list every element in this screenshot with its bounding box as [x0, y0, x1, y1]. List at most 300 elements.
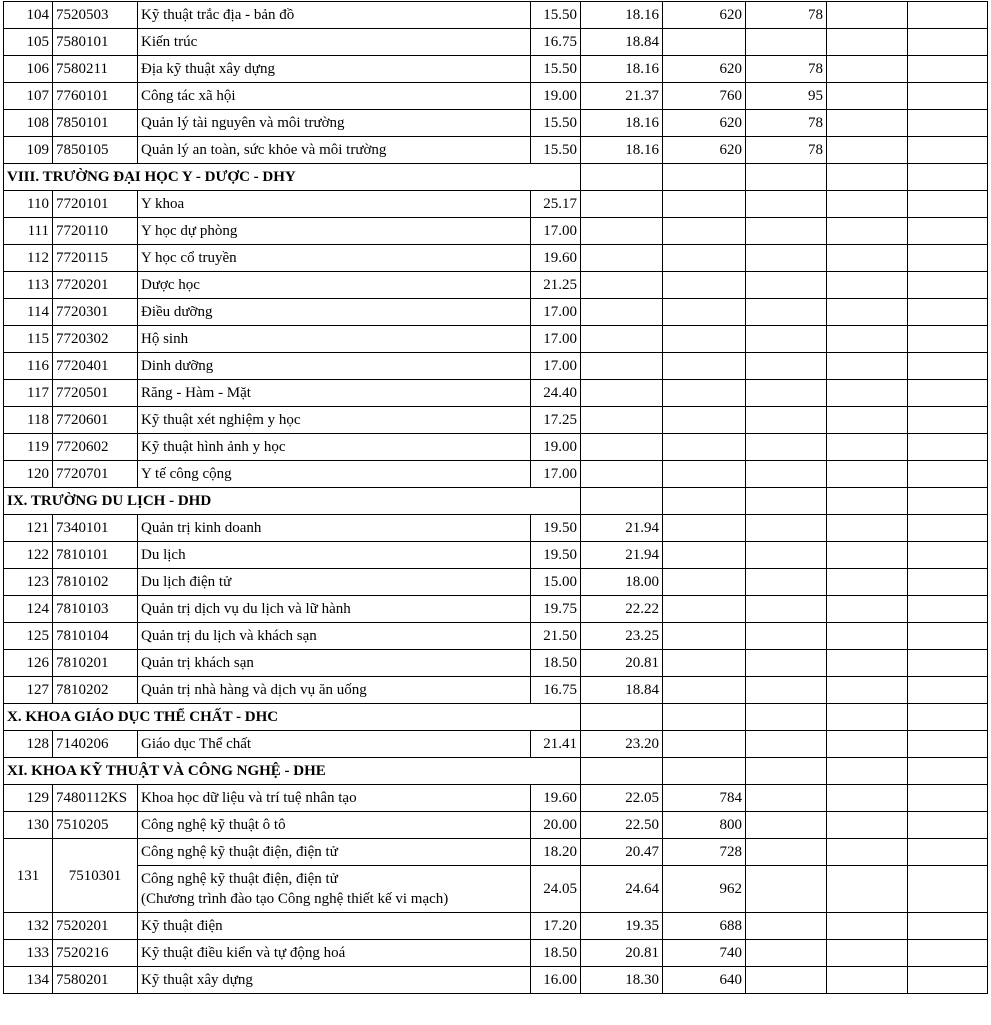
score-cell: 15.50	[531, 56, 581, 83]
empty-cell	[663, 380, 746, 407]
empty-cell	[827, 191, 908, 218]
stt-cell: 131	[4, 839, 53, 913]
score-cell: 740	[663, 940, 746, 967]
code-cell: 7720115	[53, 245, 138, 272]
empty-cell	[827, 542, 908, 569]
empty-cell	[746, 164, 827, 191]
major-name-cell: Kỹ thuật trắc địa - bản đồ	[138, 2, 531, 29]
stt-cell: 115	[4, 326, 53, 353]
table-row	[4, 913, 988, 940]
empty-cell	[746, 542, 827, 569]
empty-cell	[908, 940, 988, 967]
table-row	[4, 623, 988, 650]
score-cell: 22.22	[581, 596, 663, 623]
empty-cell	[581, 704, 663, 731]
score-cell: 19.00	[531, 434, 581, 461]
code-cell: 7810103	[53, 596, 138, 623]
score-cell: 21.37	[581, 83, 663, 110]
empty-cell	[746, 812, 827, 839]
major-name-cell: Y tế công cộng	[138, 461, 531, 488]
stt-cell: 130	[4, 812, 53, 839]
score-cell: 784	[663, 785, 746, 812]
empty-cell	[746, 515, 827, 542]
empty-cell	[908, 785, 988, 812]
major-name-cell: Răng - Hàm - Mặt	[138, 380, 531, 407]
empty-cell	[746, 299, 827, 326]
empty-cell	[827, 650, 908, 677]
empty-cell	[746, 677, 827, 704]
score-cell: 17.20	[531, 913, 581, 940]
score-cell: 18.16	[581, 137, 663, 164]
empty-cell	[746, 785, 827, 812]
empty-cell	[663, 488, 746, 515]
score-cell: 19.60	[531, 785, 581, 812]
empty-cell	[746, 218, 827, 245]
score-cell: 17.25	[531, 407, 581, 434]
empty-cell	[746, 407, 827, 434]
table-row	[4, 29, 988, 56]
score-cell: 800	[663, 812, 746, 839]
empty-cell	[663, 623, 746, 650]
empty-cell	[663, 461, 746, 488]
empty-cell	[827, 731, 908, 758]
empty-cell	[827, 29, 908, 56]
empty-cell	[746, 650, 827, 677]
empty-cell	[663, 434, 746, 461]
major-name-cell: Dược học	[138, 272, 531, 299]
major-program-note: (Chương trình đào tạo Công nghệ thiết kế vi mạch)	[141, 891, 449, 907]
code-cell: 7810102	[53, 569, 138, 596]
table-row	[4, 940, 988, 967]
score-cell	[746, 29, 827, 56]
table-row	[4, 272, 988, 299]
code-cell: 7520216	[53, 940, 138, 967]
score-cell: 17.00	[531, 353, 581, 380]
major-name-cell: Quản lý an toàn, sức khỏe và môi trường	[138, 137, 531, 164]
stt-cell: 107	[4, 83, 53, 110]
empty-cell	[663, 299, 746, 326]
empty-cell	[581, 434, 663, 461]
empty-cell	[908, 191, 988, 218]
table-row	[4, 245, 988, 272]
empty-cell	[827, 353, 908, 380]
empty-cell	[581, 758, 663, 785]
section-header-row	[4, 164, 988, 191]
code-cell: 7810202	[53, 677, 138, 704]
major-name-cell: Kỹ thuật điện	[138, 913, 531, 940]
score-cell: 18.30	[581, 967, 663, 994]
table-row	[4, 731, 988, 758]
empty-cell	[663, 650, 746, 677]
empty-cell	[827, 461, 908, 488]
empty-cell	[663, 569, 746, 596]
empty-cell	[908, 866, 988, 913]
empty-cell	[827, 812, 908, 839]
empty-cell	[581, 191, 663, 218]
empty-cell	[908, 731, 988, 758]
score-cell: 18.50	[531, 940, 581, 967]
score-cell: 620	[663, 110, 746, 137]
empty-cell	[827, 758, 908, 785]
empty-cell	[827, 785, 908, 812]
major-name-cell: Khoa học dữ liệu và trí tuệ nhân tạo	[138, 785, 531, 812]
empty-cell	[908, 83, 988, 110]
empty-cell	[581, 245, 663, 272]
empty-cell	[746, 967, 827, 994]
code-cell: 7810104	[53, 623, 138, 650]
major-name-cell: Kỹ thuật điều kiển và tự động hoá	[138, 940, 531, 967]
empty-cell	[663, 164, 746, 191]
stt-cell: 120	[4, 461, 53, 488]
table-row	[4, 461, 988, 488]
score-cell: 23.20	[581, 731, 663, 758]
major-name-cell: Công nghệ kỹ thuật điện, điện tử	[138, 839, 531, 866]
code-cell: 7580201	[53, 967, 138, 994]
table-row	[4, 596, 988, 623]
stt-cell: 109	[4, 137, 53, 164]
empty-cell	[827, 839, 908, 866]
empty-cell	[581, 272, 663, 299]
table-row	[4, 866, 988, 913]
empty-cell	[746, 839, 827, 866]
empty-cell	[581, 218, 663, 245]
table-row	[4, 812, 988, 839]
score-cell: 23.25	[581, 623, 663, 650]
score-cell: 620	[663, 2, 746, 29]
empty-cell	[827, 326, 908, 353]
table-row	[4, 299, 988, 326]
major-name-cell: Quản trị kinh doanh	[138, 515, 531, 542]
code-cell: 7720401	[53, 353, 138, 380]
empty-cell	[908, 839, 988, 866]
empty-cell	[746, 940, 827, 967]
score-cell: 962	[663, 866, 746, 913]
code-cell: 7720701	[53, 461, 138, 488]
empty-cell	[827, 272, 908, 299]
empty-cell	[827, 596, 908, 623]
empty-cell	[908, 569, 988, 596]
score-cell: 24.05	[531, 866, 581, 913]
table-row	[4, 56, 988, 83]
empty-cell	[827, 2, 908, 29]
stt-cell: 113	[4, 272, 53, 299]
empty-cell	[746, 913, 827, 940]
score-cell: 15.50	[531, 137, 581, 164]
empty-cell	[663, 407, 746, 434]
empty-cell	[827, 967, 908, 994]
empty-cell	[827, 380, 908, 407]
score-cell: 19.50	[531, 515, 581, 542]
empty-cell	[663, 731, 746, 758]
table-row	[4, 515, 988, 542]
empty-cell	[908, 164, 988, 191]
table-row	[4, 326, 988, 353]
table-row	[4, 839, 988, 866]
stt-cell: 124	[4, 596, 53, 623]
empty-cell	[827, 434, 908, 461]
major-name-cell: Quản trị nhà hàng và dịch vụ ăn uống	[138, 677, 531, 704]
table-row	[4, 434, 988, 461]
score-cell: 17.00	[531, 326, 581, 353]
empty-cell	[827, 623, 908, 650]
code-cell: 7720602	[53, 434, 138, 461]
section-title-ix: IX. TRƯỜNG DU LỊCH - DHD	[4, 488, 581, 515]
empty-cell	[827, 56, 908, 83]
empty-cell	[908, 272, 988, 299]
code-cell: 7510205	[53, 812, 138, 839]
empty-cell	[581, 407, 663, 434]
code-cell: 7140206	[53, 731, 138, 758]
table-row	[4, 137, 988, 164]
score-cell: 15.00	[531, 569, 581, 596]
score-cell: 18.16	[581, 56, 663, 83]
empty-cell	[663, 326, 746, 353]
empty-cell	[908, 353, 988, 380]
score-cell: 18.50	[531, 650, 581, 677]
empty-cell	[908, 488, 988, 515]
score-cell: 16.75	[531, 29, 581, 56]
score-cell: 78	[746, 2, 827, 29]
major-name-cell: Y học cổ truyền	[138, 245, 531, 272]
empty-cell	[581, 353, 663, 380]
code-cell: 7760101	[53, 83, 138, 110]
score-cell	[663, 29, 746, 56]
major-name-cell: Quản trị khách sạn	[138, 650, 531, 677]
empty-cell	[827, 137, 908, 164]
score-cell: 18.84	[581, 677, 663, 704]
major-name-cell: Du lịch	[138, 542, 531, 569]
score-cell: 20.81	[581, 940, 663, 967]
major-name-cell	[138, 866, 531, 913]
empty-cell	[827, 83, 908, 110]
score-cell: 688	[663, 913, 746, 940]
score-cell: 620	[663, 56, 746, 83]
empty-cell	[908, 218, 988, 245]
empty-cell	[581, 164, 663, 191]
section-title-viii: VIII. TRƯỜNG ĐẠI HỌC Y - DƯỢC - DHY	[4, 164, 581, 191]
empty-cell	[827, 407, 908, 434]
code-cell: 7520503	[53, 2, 138, 29]
score-cell: 21.94	[581, 542, 663, 569]
empty-cell	[827, 866, 908, 913]
empty-cell	[908, 812, 988, 839]
table-row	[4, 218, 988, 245]
empty-cell	[827, 569, 908, 596]
score-cell: 21.50	[531, 623, 581, 650]
code-cell: 7850105	[53, 137, 138, 164]
table-row	[4, 967, 988, 994]
empty-cell	[827, 245, 908, 272]
empty-cell	[908, 137, 988, 164]
score-cell: 760	[663, 83, 746, 110]
score-cell: 21.94	[581, 515, 663, 542]
empty-cell	[746, 434, 827, 461]
code-cell: 7340101	[53, 515, 138, 542]
major-name-cell: Y học dự phòng	[138, 218, 531, 245]
major-name-cell: Kỹ thuật hình ảnh y học	[138, 434, 531, 461]
major-name-cell: Quản trị dịch vụ du lịch và lữ hành	[138, 596, 531, 623]
stt-cell: 127	[4, 677, 53, 704]
stt-cell: 126	[4, 650, 53, 677]
empty-cell	[746, 272, 827, 299]
section-header-row	[4, 488, 988, 515]
code-cell: 7720301	[53, 299, 138, 326]
code-cell: 7720302	[53, 326, 138, 353]
section-title-xi: XI. KHOA KỸ THUẬT VÀ CÔNG NGHỆ - DHE	[4, 758, 581, 785]
empty-cell	[827, 218, 908, 245]
major-name-cell: Kiến trúc	[138, 29, 531, 56]
major-name-cell: Giáo dục Thể chất	[138, 731, 531, 758]
empty-cell	[746, 245, 827, 272]
code-cell: 7580211	[53, 56, 138, 83]
empty-cell	[581, 488, 663, 515]
table-row	[4, 353, 988, 380]
stt-cell: 112	[4, 245, 53, 272]
section-header-row	[4, 704, 988, 731]
score-cell: 19.50	[531, 542, 581, 569]
code-cell: 7510301	[53, 839, 138, 913]
empty-cell	[663, 758, 746, 785]
empty-cell	[581, 326, 663, 353]
empty-cell	[908, 515, 988, 542]
empty-cell	[827, 164, 908, 191]
code-cell: 7720601	[53, 407, 138, 434]
code-cell: 7480112KS	[53, 785, 138, 812]
score-cell: 78	[746, 56, 827, 83]
score-cell: 16.00	[531, 967, 581, 994]
section-title-x: X. KHOA GIÁO DỤC THỂ CHẤT - DHC	[4, 704, 581, 731]
score-cell: 17.00	[531, 299, 581, 326]
stt-cell: 104	[4, 2, 53, 29]
table-row	[4, 380, 988, 407]
score-cell: 728	[663, 839, 746, 866]
empty-cell	[827, 677, 908, 704]
stt-cell: 116	[4, 353, 53, 380]
empty-cell	[908, 56, 988, 83]
code-cell: 7810101	[53, 542, 138, 569]
empty-cell	[908, 758, 988, 785]
empty-cell	[908, 967, 988, 994]
stt-cell: 111	[4, 218, 53, 245]
major-name-cell: Kỹ thuật xét nghiệm y học	[138, 407, 531, 434]
empty-cell	[746, 704, 827, 731]
score-cell: 21.25	[531, 272, 581, 299]
code-cell: 7810201	[53, 650, 138, 677]
major-name-cell: Hộ sinh	[138, 326, 531, 353]
major-name-cell: Quản trị du lịch và khách sạn	[138, 623, 531, 650]
empty-cell	[746, 623, 827, 650]
empty-cell	[663, 515, 746, 542]
score-cell: 15.50	[531, 110, 581, 137]
empty-cell	[663, 245, 746, 272]
empty-cell	[746, 353, 827, 380]
score-cell: 24.64	[581, 866, 663, 913]
stt-cell: 134	[4, 967, 53, 994]
empty-cell	[581, 461, 663, 488]
empty-cell	[746, 380, 827, 407]
empty-cell	[827, 110, 908, 137]
score-cell: 620	[663, 137, 746, 164]
empty-cell	[908, 434, 988, 461]
major-name-cell: Du lịch điện tử	[138, 569, 531, 596]
section-header-row	[4, 758, 988, 785]
stt-cell: 122	[4, 542, 53, 569]
empty-cell	[746, 461, 827, 488]
table-row	[4, 650, 988, 677]
empty-cell	[908, 677, 988, 704]
admission-score-table	[3, 1, 988, 994]
empty-cell	[827, 299, 908, 326]
empty-cell	[663, 542, 746, 569]
empty-cell	[908, 407, 988, 434]
table-row	[4, 83, 988, 110]
empty-cell	[746, 731, 827, 758]
empty-cell	[746, 488, 827, 515]
empty-cell	[746, 191, 827, 218]
score-cell: 78	[746, 110, 827, 137]
score-cell: 19.00	[531, 83, 581, 110]
score-cell: 18.00	[581, 569, 663, 596]
score-cell: 16.75	[531, 677, 581, 704]
empty-cell	[663, 218, 746, 245]
empty-cell	[908, 542, 988, 569]
score-cell: 21.41	[531, 731, 581, 758]
empty-cell	[908, 299, 988, 326]
stt-cell: 132	[4, 913, 53, 940]
empty-cell	[581, 299, 663, 326]
empty-cell	[663, 272, 746, 299]
code-cell: 7580101	[53, 29, 138, 56]
stt-cell: 110	[4, 191, 53, 218]
score-cell: 17.00	[531, 218, 581, 245]
score-cell: 18.16	[581, 2, 663, 29]
stt-cell: 125	[4, 623, 53, 650]
empty-cell	[663, 704, 746, 731]
score-cell: 17.00	[531, 461, 581, 488]
empty-cell	[581, 380, 663, 407]
empty-cell	[746, 569, 827, 596]
table-row	[4, 542, 988, 569]
stt-cell: 123	[4, 569, 53, 596]
empty-cell	[827, 488, 908, 515]
empty-cell	[827, 515, 908, 542]
code-cell: 7850101	[53, 110, 138, 137]
empty-cell	[663, 353, 746, 380]
stt-cell: 114	[4, 299, 53, 326]
empty-cell	[746, 326, 827, 353]
empty-cell	[908, 245, 988, 272]
major-name-line: Công nghệ kỹ thuật điện, điện tử	[141, 871, 338, 887]
empty-cell	[908, 110, 988, 137]
major-name-cell: Điều dưỡng	[138, 299, 531, 326]
table-row	[4, 110, 988, 137]
stt-cell: 108	[4, 110, 53, 137]
empty-cell	[908, 650, 988, 677]
code-cell: 7720110	[53, 218, 138, 245]
table-row	[4, 191, 988, 218]
score-cell: 22.05	[581, 785, 663, 812]
table-body	[4, 2, 988, 994]
stt-cell: 133	[4, 940, 53, 967]
empty-cell	[908, 704, 988, 731]
score-cell: 20.47	[581, 839, 663, 866]
empty-cell	[663, 191, 746, 218]
empty-cell	[908, 380, 988, 407]
table-row	[4, 407, 988, 434]
table-row	[4, 785, 988, 812]
score-cell: 18.16	[581, 110, 663, 137]
empty-cell	[908, 461, 988, 488]
